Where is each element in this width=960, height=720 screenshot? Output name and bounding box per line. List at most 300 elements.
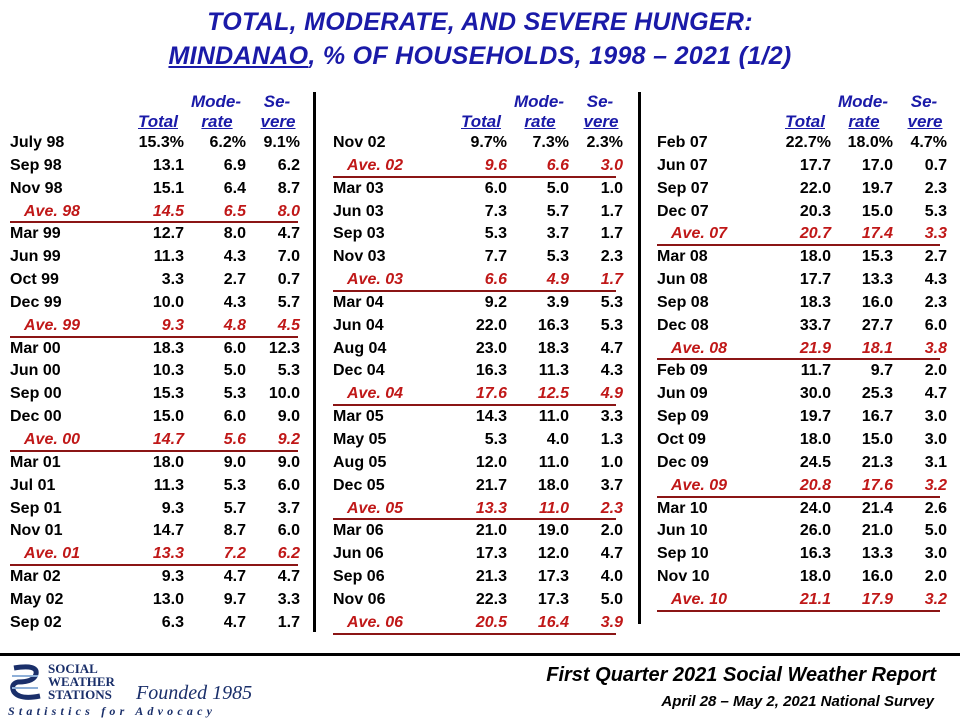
average-row (10, 429, 310, 452)
cell-total: 21.7 (475, 476, 507, 494)
cell-severe: 1.7 (277, 613, 300, 631)
cell-total: 11.3 (153, 476, 184, 494)
table-row (657, 201, 957, 224)
row-label: Sep 98 (10, 156, 62, 174)
cell-severe: 4.7% (910, 134, 947, 151)
average-row (657, 589, 957, 612)
cell-moderate: 16.0 (861, 293, 893, 311)
header-moderate-bottom: rate (848, 112, 880, 131)
row-label: Sep 02 (10, 613, 62, 631)
cell-moderate: 4.8 (223, 316, 246, 334)
cell-severe: 2.3 (600, 499, 623, 517)
org-name-line-2: WEATHER (48, 674, 115, 689)
cell-total: 18.3 (799, 293, 831, 311)
founded-year: Founded 1985 (136, 682, 253, 704)
table-row (333, 246, 633, 269)
table-row (657, 246, 957, 269)
org-name-line-3: STATIONS (48, 687, 112, 702)
cell-moderate: 27.7 (861, 316, 893, 334)
row-label: May 05 (333, 430, 387, 448)
table-row (333, 520, 633, 543)
cell-moderate: 11.0 (538, 408, 569, 426)
cell-total: 9.2 (484, 293, 507, 311)
row-label: Jun 99 (10, 248, 61, 266)
cell-total: 17.7 (799, 271, 831, 289)
cell-moderate: 12.5 (537, 385, 569, 403)
cell-severe: 2.3% (586, 134, 623, 151)
average-row (333, 155, 633, 178)
header-severe-top: Se- (910, 92, 938, 111)
cell-total: 21.1 (799, 590, 831, 608)
row-label: Dec 08 (657, 316, 709, 334)
row-label: Dec 04 (333, 362, 385, 380)
table-row (10, 498, 310, 521)
cell-severe: 4.7 (277, 568, 300, 586)
cell-moderate: 17.4 (861, 225, 893, 243)
cell-severe: 2.0 (924, 568, 947, 586)
cell-severe: 9.0 (277, 453, 300, 471)
cell-severe: 4.5 (277, 316, 300, 334)
table-row (10, 406, 310, 429)
table-row (333, 475, 633, 498)
row-label: Jun 00 (10, 362, 61, 380)
row-label: July 98 (10, 134, 65, 151)
table-row (10, 269, 310, 292)
header-severe-top: Se- (263, 92, 291, 111)
table-row (333, 429, 633, 452)
cell-total: 11.7 (800, 362, 831, 380)
cell-severe: 2.3 (924, 293, 947, 311)
cell-moderate: 17.0 (861, 156, 893, 174)
cell-moderate: 5.6 (223, 430, 246, 448)
row-label: Ave. 06 (347, 613, 404, 631)
cell-total: 12.0 (475, 453, 507, 471)
row-label: Mar 03 (333, 179, 384, 197)
cell-moderate: 5.0 (546, 179, 569, 197)
row-label: Oct 99 (10, 271, 59, 289)
table-row (10, 292, 310, 315)
header-moderate-top: Mode- (837, 92, 889, 111)
cell-total: 13.0 (152, 590, 184, 608)
row-label: Mar 00 (10, 339, 61, 357)
cell-moderate: 9.7 (870, 362, 893, 380)
average-row (333, 383, 633, 406)
sws-logo-icon (8, 662, 44, 702)
row-label: Oct 09 (657, 430, 706, 448)
cell-severe: 0.7 (924, 156, 947, 174)
cell-moderate: 17.3 (537, 568, 569, 586)
cell-total: 15.3% (138, 134, 184, 151)
org-name (48, 662, 115, 701)
cell-severe: 3.7 (600, 476, 623, 494)
cell-total: 26.0 (799, 522, 831, 540)
cell-total: 19.7 (799, 408, 831, 426)
cell-total: 9.3 (161, 499, 184, 517)
cell-moderate: 4.0 (546, 430, 569, 448)
cell-moderate: 6.4 (223, 179, 246, 197)
cell-total: 7.7 (484, 248, 507, 266)
cell-severe: 3.0 (924, 408, 947, 426)
cell-severe: 4.7 (600, 545, 623, 563)
cell-severe: 2.3 (600, 248, 623, 266)
table-row (657, 178, 957, 201)
cell-severe: 3.0 (924, 430, 947, 448)
cell-moderate: 21.4 (861, 499, 893, 517)
row-label: Mar 10 (657, 499, 708, 517)
row-label: Dec 99 (10, 293, 62, 311)
cell-severe: 1.3 (600, 430, 623, 448)
cell-moderate: 4.7 (223, 568, 246, 586)
cell-moderate: 6.2% (209, 134, 246, 151)
cell-total: 21.0 (475, 522, 507, 540)
cell-moderate: 15.3 (861, 248, 893, 266)
cell-moderate: 5.3 (223, 385, 246, 403)
table-row (10, 566, 310, 589)
cell-total: 3.3 (161, 271, 184, 289)
row-label: Mar 04 (333, 293, 384, 311)
table-row (657, 429, 957, 452)
cell-total: 33.7 (799, 316, 831, 334)
cell-severe: 3.1 (924, 453, 947, 471)
cell-total: 5.3 (484, 225, 507, 243)
cell-total: 21.9 (799, 339, 831, 357)
cell-total: 30.0 (799, 385, 831, 403)
cell-severe: 5.3 (924, 202, 947, 220)
cell-severe: 8.7 (277, 179, 300, 197)
cell-moderate: 18.1 (861, 339, 893, 357)
cell-moderate: 16.0 (861, 568, 893, 586)
cell-severe: 3.0 (600, 156, 623, 174)
cell-severe: 6.2 (277, 156, 300, 174)
cell-moderate: 25.3 (861, 385, 893, 403)
cell-severe: 5.3 (600, 293, 623, 311)
cell-moderate: 4.3 (223, 293, 246, 311)
cell-severe: 1.7 (600, 202, 623, 220)
cell-total: 15.1 (152, 179, 184, 197)
cell-total: 6.0 (484, 179, 507, 197)
cell-moderate: 8.7 (223, 522, 246, 540)
cell-severe: 1.7 (600, 271, 623, 289)
cell-severe: 5.3 (600, 316, 623, 334)
cell-total: 16.3 (799, 545, 831, 563)
cell-total: 17.7 (799, 156, 831, 174)
table-row (333, 292, 633, 315)
row-label: Mar 99 (10, 225, 61, 243)
cell-moderate: 18.3 (537, 339, 569, 357)
table-row (657, 452, 957, 475)
cell-total: 9.7% (470, 134, 507, 151)
cell-total: 9.3 (161, 568, 184, 586)
cell-severe: 4.7 (277, 225, 300, 243)
cell-moderate: 6.5 (223, 202, 246, 220)
cell-total: 22.0 (475, 316, 507, 334)
org-name-line-1: SOCIAL (48, 661, 98, 676)
table-row (10, 383, 310, 406)
cell-total: 14.3 (475, 408, 507, 426)
cell-severe: 3.3 (924, 225, 947, 243)
cell-moderate: 17.6 (861, 476, 893, 494)
table-row (657, 292, 957, 315)
cell-moderate: 4.9 (546, 271, 569, 289)
cell-moderate: 6.0 (223, 339, 246, 357)
survey-dates: April 28 – May 2, 2021 National Survey (661, 693, 934, 710)
row-label: Sep 03 (333, 225, 385, 243)
average-row (657, 223, 957, 246)
cell-total: 13.3 (152, 545, 184, 563)
cell-severe: 5.0 (600, 590, 623, 608)
cell-total: 5.3 (484, 430, 507, 448)
row-label: Sep 06 (333, 568, 385, 586)
table-row (333, 360, 633, 383)
cell-moderate: 21.3 (861, 453, 893, 471)
cell-total: 23.0 (475, 339, 507, 357)
table-row (333, 178, 633, 201)
cell-moderate: 15.0 (861, 202, 893, 220)
cell-moderate: 3.7 (546, 225, 569, 243)
column-header (657, 92, 957, 132)
cell-moderate: 21.0 (861, 522, 893, 540)
table-row (333, 406, 633, 429)
cell-severe: 1.0 (600, 179, 623, 197)
cell-severe: 10.0 (268, 385, 300, 403)
cell-total: 14.7 (152, 522, 184, 540)
row-label: Dec 00 (10, 408, 62, 426)
cell-moderate: 8.0 (223, 225, 246, 243)
cell-total: 21.3 (475, 568, 507, 586)
row-label: Jun 10 (657, 522, 708, 540)
cell-severe: 3.0 (924, 545, 947, 563)
row-label: Sep 10 (657, 545, 709, 563)
cell-total: 9.3 (161, 316, 184, 334)
row-label: Ave. 02 (347, 156, 404, 174)
cell-moderate: 7.2 (223, 545, 246, 563)
cell-moderate: 5.7 (223, 499, 246, 517)
row-label: Dec 09 (657, 453, 709, 471)
cell-total: 13.3 (475, 499, 507, 517)
row-label: Jun 06 (333, 545, 384, 563)
cell-total: 10.3 (152, 362, 184, 380)
header-moderate-top: Mode- (513, 92, 565, 111)
table-row (657, 543, 957, 566)
row-label: Sep 09 (657, 408, 709, 426)
header-severe-bottom: vere (907, 112, 943, 131)
row-label: Ave. 08 (671, 339, 728, 357)
row-label: Dec 05 (333, 476, 385, 494)
cell-moderate: 18.0 (537, 476, 569, 494)
cell-total: 18.0 (799, 248, 831, 266)
cell-severe: 6.0 (277, 476, 300, 494)
cell-severe: 3.2 (924, 590, 947, 608)
row-label: Sep 08 (657, 293, 709, 311)
cell-total: 22.3 (475, 590, 507, 608)
row-label: Ave. 04 (347, 385, 404, 403)
page-title: TOTAL, MODERATE, AND SEVERE HUNGER: (207, 8, 753, 36)
table-row (333, 315, 633, 338)
region-name: MINDANAO (168, 42, 309, 70)
sws-logo (8, 660, 258, 718)
cell-moderate: 9.0 (223, 453, 246, 471)
cell-severe: 3.9 (600, 613, 623, 631)
cell-severe: 4.3 (924, 271, 947, 289)
row-label: Jun 08 (657, 271, 708, 289)
row-label: Nov 98 (10, 179, 63, 197)
column-header (333, 92, 633, 132)
cell-moderate: 11.0 (538, 453, 569, 471)
cell-total: 18.0 (799, 430, 831, 448)
table-column-2002-2006 (333, 92, 633, 635)
cell-severe: 2.7 (924, 248, 947, 266)
row-label: Nov 10 (657, 568, 710, 586)
cell-severe: 3.7 (277, 499, 300, 517)
table-row (10, 475, 310, 498)
column-divider-1 (313, 92, 316, 632)
cell-moderate: 16.3 (537, 316, 569, 334)
table-row (10, 589, 310, 612)
cell-severe: 5.3 (277, 362, 300, 380)
row-label: Ave. 09 (671, 476, 728, 494)
table-row (10, 246, 310, 269)
report-title: First Quarter 2021 Social Weather Report (546, 664, 936, 686)
table-row (333, 589, 633, 612)
row-label: Ave. 00 (24, 430, 81, 448)
cell-total: 18.0 (152, 453, 184, 471)
cell-moderate: 3.9 (546, 293, 569, 311)
average-row (10, 315, 310, 338)
cell-moderate: 5.7 (546, 202, 569, 220)
cell-moderate: 6.6 (546, 156, 569, 174)
cell-total: 7.3 (484, 202, 507, 220)
cell-total: 15.0 (152, 408, 184, 426)
row-label: Nov 06 (333, 590, 386, 608)
row-label: Jun 04 (333, 316, 384, 334)
cell-total: 16.3 (475, 362, 507, 380)
row-label: Nov 02 (333, 134, 386, 151)
subtitle-rest: , % OF HOUSEHOLDS, 1998 – 2021 (1/2) (308, 42, 792, 70)
cell-severe: 2.3 (924, 179, 947, 197)
cell-moderate: 16.7 (861, 408, 893, 426)
table-row (10, 223, 310, 246)
cell-severe: 3.8 (924, 339, 947, 357)
cell-severe: 9.0 (277, 408, 300, 426)
cell-severe: 4.7 (924, 385, 947, 403)
cell-total: 13.1 (152, 156, 184, 174)
cell-moderate: 19.7 (861, 179, 893, 197)
table-row (10, 155, 310, 178)
row-label: Sep 01 (10, 499, 62, 517)
row-label: Nov 03 (333, 248, 386, 266)
cell-moderate: 17.9 (861, 590, 893, 608)
table-row (657, 155, 957, 178)
table-row (333, 543, 633, 566)
header-moderate-top: Mode- (190, 92, 242, 111)
cell-severe: 12.3 (268, 339, 300, 357)
cell-moderate: 6.9 (223, 156, 246, 174)
header-moderate-bottom: rate (524, 112, 556, 131)
cell-total: 14.5 (152, 202, 184, 220)
average-row (657, 475, 957, 498)
cell-total: 24.0 (799, 499, 831, 517)
cell-moderate: 15.0 (861, 430, 893, 448)
cell-total: 6.3 (161, 613, 184, 631)
cell-total: 18.0 (799, 568, 831, 586)
cell-moderate: 11.3 (538, 362, 569, 380)
table-row (657, 269, 957, 292)
header-total: Total (461, 112, 501, 131)
row-label: Ave. 05 (347, 499, 404, 517)
table-row (333, 132, 633, 155)
footer-divider (0, 653, 960, 656)
row-label: Ave. 03 (347, 271, 404, 289)
row-label: Ave. 98 (24, 202, 81, 220)
cell-severe: 1.7 (600, 225, 623, 243)
table-row (657, 498, 957, 521)
table-row (10, 338, 310, 361)
cell-total: 17.6 (475, 385, 507, 403)
average-row (333, 269, 633, 292)
cell-moderate: 18.0% (847, 134, 893, 151)
table-row (333, 566, 633, 589)
cell-total: 20.8 (799, 476, 831, 494)
table-row (10, 520, 310, 543)
cell-moderate: 5.3 (223, 476, 246, 494)
cell-moderate: 4.3 (223, 248, 246, 266)
row-label: Jun 09 (657, 385, 708, 403)
average-row (333, 612, 633, 635)
row-label: Ave. 10 (671, 590, 728, 608)
cell-total: 12.7 (152, 225, 184, 243)
cell-total: 22.7% (785, 134, 831, 151)
row-label: Dec 07 (657, 202, 709, 220)
cell-severe: 3.3 (600, 408, 623, 426)
table-row (333, 338, 633, 361)
header-severe-bottom: vere (583, 112, 619, 131)
table-row (333, 223, 633, 246)
row-label: Aug 04 (333, 339, 387, 357)
row-label: Mar 05 (333, 408, 384, 426)
cell-severe: 2.6 (924, 499, 947, 517)
cell-severe: 8.0 (277, 202, 300, 220)
header-severe-top: Se- (586, 92, 614, 111)
table-row (657, 566, 957, 589)
cell-moderate: 17.3 (537, 590, 569, 608)
row-label: Ave. 99 (24, 316, 81, 334)
row-label: Jun 03 (333, 202, 384, 220)
row-label: Sep 00 (10, 385, 62, 403)
average-row (657, 338, 957, 361)
table-column-1998-2002 (10, 92, 310, 635)
cell-severe: 0.7 (277, 271, 300, 289)
row-label: May 02 (10, 590, 64, 608)
column-header (10, 92, 310, 132)
cell-severe: 6.0 (277, 522, 300, 540)
table-row (10, 178, 310, 201)
cell-moderate: 7.3% (532, 134, 569, 151)
table-row (657, 315, 957, 338)
page-subtitle (0, 42, 960, 71)
cell-total: 10.0 (152, 293, 184, 311)
average-row (10, 201, 310, 224)
cell-total: 15.3 (152, 385, 184, 403)
table-row (10, 452, 310, 475)
cell-severe: 4.9 (600, 385, 623, 403)
cell-severe: 7.0 (277, 248, 300, 266)
cell-total: 18.3 (152, 339, 184, 357)
cell-moderate: 13.3 (861, 271, 893, 289)
header-moderate-bottom: rate (201, 112, 233, 131)
cell-total: 20.7 (799, 225, 831, 243)
row-label: Mar 08 (657, 248, 708, 266)
row-label: Jun 07 (657, 156, 708, 174)
